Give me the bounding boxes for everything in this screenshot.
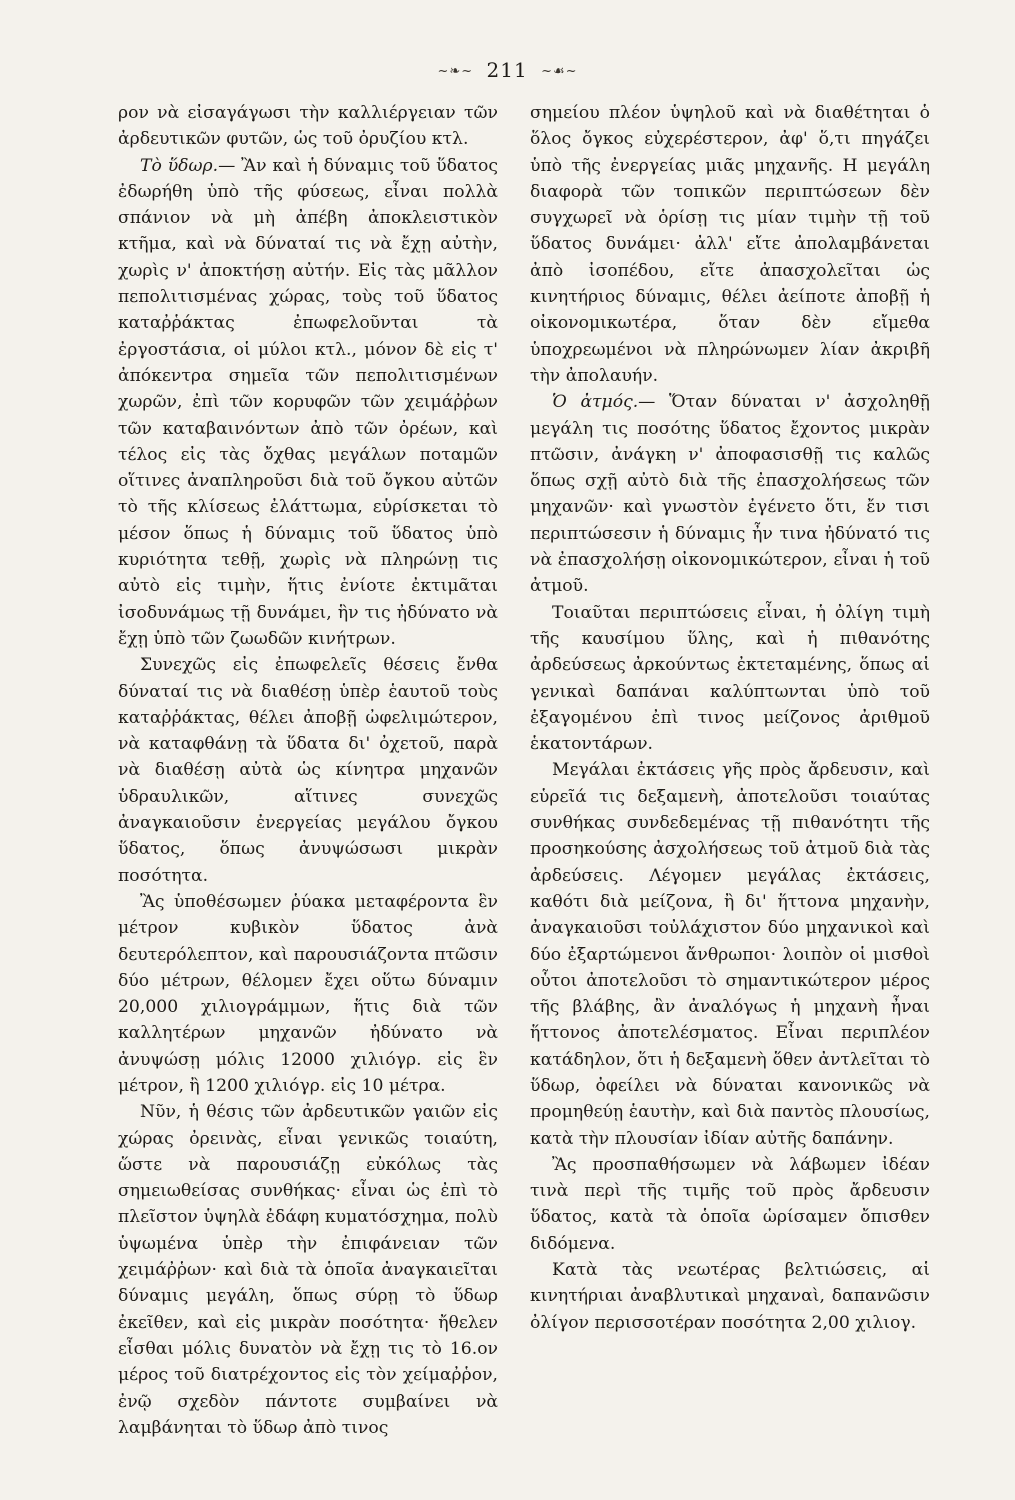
page-header (0, 58, 1015, 82)
ornament-left: ~❧~ (437, 64, 474, 79)
paragraph (530, 100, 930, 389)
ornament-right: ~☙~ (541, 64, 578, 79)
paragraph-text: — Ἂν καὶ ἡ δύναμις τοῦ ὕδατος ἐδωρήθη ὑπὸ τῆς φύσεως, εἶναι πολλὰ σπάνιον νὰ μὴ ἀπέβη ἀποκλειστικὸν κτῆμα, καὶ νὰ δύναταί τις νὰ ἔχῃ αὐτὴν, χωρὶς ν' ἀποκτήσῃ αὐτήν. Εἰς τὰς μᾶλλον πεπολιτισμένας χώρας, τοὺς τοῦ ὕδατος καταῤῥάκτας ἐπωφελοῦνται τὰ ἐργοστάσια, οἱ μύλοι κτλ., μόνον δὲ εἰς τ' ἀπόκεντρα σημεῖα τῶν πεπολιτισμένων χωρῶν, ἐπὶ τῶν κορυφῶν τῶν χειμάῤῥων τῶν καταβαινόντων ἀπὸ τῶν ὀρέων, καὶ τέλος εἰς τὰς ὄχθας μεγάλων ποταμῶν οἵτινες ἀναπληροῦσι διὰ τοῦ ὄγκου αὐτῶν τὸ τῆς κλίσεως ἐλάττωμα, εὑρίσκεται τὸ μέσον ὅπως ἡ δύναμις τοῦ ὕδατος ὑπὸ κυριότητα τεθῇ, χωρὶς νὰ πληρώνῃ τις αὐτὸ εἰς τιμὴν, ἥτις ἐνίοτε ἐκτιμᾶται ἰσοδυνάμως τῇ δυνάμει, ἣν τις ἠδύνατο νὰ ἔχῃ ὑπὸ τῶν ζωωδῶν κινήτρων. (118, 155, 498, 649)
paragraph-text: Νῦν, ἡ θέσις τῶν ἀρδευτικῶν γαιῶν εἰς χώρας ὀρεινὰς, εἶναι γενικῶς τοιαύτη, ὥστε νὰ παρουσιάζῃ εὐκόλως τὰς σημειωθείσας συνθήκας· εἶναι ὡς ἐπὶ τὸ πλεῖστον ὑψηλὰ ἐδάφη κυματόσχημα, πολὺ ὑψωμένα ὑπὲρ τὴν ἐπιφάνειαν τῶν χειμάῤῥων· καὶ διὰ τὰ ὁποῖα ἀναγκαιεῖται δύναμις μεγάλη, ὅπως σύρῃ τὸ ὕδωρ ἐκεῖθεν, καὶ εἰς μικρὰν ποσότητα· ἤθελεν εἶσθαι μόλις δυνατὸν νὰ ἔχῃ τις τὸ 16.ον μέρος τοῦ διατρέχοντος εἰς τὸν χείμαῤῥον, ἐνῷ σχεδὸν πάντοτε συμβαίνει νὰ λαμβάνηται τὸ ὕδωρ ἀπὸ τινος (118, 1102, 498, 1438)
paragraph (118, 1099, 498, 1441)
paragraph-text: Τοιαῦται περιπτώσεις εἶναι, ἡ ὀλίγη τιμὴ τῆς καυσίμου ὕλης, καὶ ἡ πιθανότης ἀρδεύσεως ἀρκούντως ἐκτεταμένης, ὅπως αἱ γενικαὶ δαπάναι καλύπτωνται ὑπὸ τοῦ ἐξαγομένου ἐπὶ τινος μείζονος ἀριθμοῦ ἑκατοντάρων. (530, 602, 930, 755)
paragraph (530, 1152, 930, 1257)
paragraph-text: Ἂς ὑποθέσωμεν ῥύακα μεταφέροντα ἓν μέτρον κυβικὸν ὕδατος ἀνὰ δευτερόλεπτον, καὶ παρουσιάζοντα πτῶσιν δύο μέτρων, θέλομεν ἔχει οὕτω δύναμιν 20,000 χιλιογράμμων, ἥτις διὰ τῶν καλλητέρων μηχανῶν ἠδύνατο νὰ ἀνυψώσῃ μόλις 12000 χιλιόγρ. εἰς ἓν μέτρον, ἢ 1200 χιλιόγρ. εἰς 10 μέτρα. (118, 891, 498, 1096)
paragraph (530, 757, 930, 1151)
paragraph (118, 652, 498, 889)
paragraph-text: Συνεχῶς εἰς ἐπωφελεῖς θέσεις ἔνθα δύναταί τις νὰ διαθέσῃ ὑπὲρ ἑαυτοῦ τοὺς καταῤῥάκτας, θέλει ἀποβῇ ὠφελιμώτερον, νὰ καταφθάνῃ τὰ ὕδατα δι' ὀχετοῦ, παρὰ νὰ διαθέσῃ αὐτὰ ὡς κίνητρα μηχανῶν ὑδραυλικῶν, αἵτινες συνεχῶς ἀναγκαιοῦσιν ἐνεργείας μεγάλου ὄγκου ὕδατος, ὅπως ἀνυψώσωσι μικρὰν ποσότητα. (118, 655, 498, 886)
paragraph-text: Ἂς προσπαθήσωμεν νὰ λάβωμεν ἰδέαν τινὰ περὶ τῆς τιμῆς τοῦ πρὸς ἄρδευσιν ὕδατος, κατὰ τὰ ὁποῖα ὡρίσαμεν ὄπισθεν διδόμενα. (530, 1154, 930, 1254)
right-column (530, 100, 930, 1336)
paragraph (530, 389, 930, 599)
paragraph (118, 153, 498, 653)
paragraph-text: — Ὅταν δύναται ν' ἀσχοληθῇ μεγάλη τις ποσότης ὕδατος ἔχοντος μικρὰν πτῶσιν, ἀνάγκη ν' ἀποφασισθῇ τις καλῶς ὅπως σχῇ αὐτὸ διὰ τῆς ἐπασχολήσεως τῶν μηχανῶν· καὶ γνωστὸν ἐγένετο ὅτι, ἔν τισι περιπτώσεσιν ἡ δύναμις ἦν τινα ἠδύνατό τις νὰ ἐπασχολήσῃ οἰκονομικώτερον, εἶναι ἡ τοῦ ἀτμοῦ. (530, 392, 930, 597)
section-heading: Ὁ ἀτμός. (552, 392, 639, 413)
paragraph-text: Μεγάλαι ἐκτάσεις γῆς πρὸς ἄρδευσιν, καὶ εὑρεῖά τις δεξαμενὴ, ἀποτελοῦσι τοιαύτας συνθήκας συνδεδεμένας τῇ πιθανότητι τῆς προσηκούσης ἀσχολήσεως τοῦ ἀτμοῦ διὰ τὰς ἀρδεύσεις. Λέγομεν μεγάλας ἐκτάσεις, καθότι διὰ μείζονα, ἢ δι' ἥττονα μηχανὴν, ἀναγκαιοῦσι τοὐλάχιστον δύο μηχανικοὶ καὶ δύο ἐξαρτώμενοι ἄνθρωποι· λοιπὸν οἱ μισθοὶ οὗτοι ἀποτελοῦσι τὸ σημαντικώτερον μέρος τῆς βλάβης, ἂν ἀναλόγως ἡ μηχανὴ ἦναι ἥττονος ἀποτελέσματος. Εἶναι περιπλέον κατάδηλον, ὅτι ἡ δεξαμενὴ ὅθεν ἀντλεῖται τὸ ὕδωρ, ὀφείλει νὰ δύναται κανονικῶς νὰ προμηθεύῃ ἑαυτὴν, καὶ διὰ παντὸς πλουσίως, κατὰ τὴν πλουσίαν ἰδίαν αὐτῆς δαπάνην. (530, 760, 930, 1149)
paragraph-text: Κατὰ τὰς νεωτέρας βελτιώσεις, αἱ κινητήριαι ἀναβλυτικαὶ μηχαναὶ, δαπανῶσιν ὀλίγον περισσοτέραν ποσότητα 2,00 χιλιογ. (530, 1260, 930, 1333)
section-heading: Τὸ ὕδωρ. (140, 155, 219, 176)
paragraph (118, 100, 498, 153)
paragraph (530, 1257, 930, 1336)
paragraph (118, 889, 498, 1099)
paragraph-text: ρον νὰ εἰσαγάγωσι τὴν καλλιέργειαν τῶν ἀρδευτικῶν φυτῶν, ὡς τοῦ ὀρυζίου κτλ. (118, 103, 498, 150)
page-number: 211 (486, 58, 528, 82)
left-column (118, 100, 498, 1441)
paragraph (530, 600, 930, 758)
paragraph-text: σημείου πλέον ὑψηλοῦ καὶ νὰ διαθέτηται ὁ ὅλος ὄγκος εὐχερέστερον, ἀφ' ὅ,τι πηγάζει ὑπὸ τῆς ἐνεργείας μιᾶς μηχανῆς. Η μεγάλη διαφορὰ τῶν τοπικῶν περιπτώσεων δὲν συγχωρεῖ νὰ ὁρίσῃ τις μίαν τιμὴν τῇ τοῦ ὕδατος δυνάμει· ἀλλ' εἴτε ἀπολαμβάνεται ἀπὸ ἰσοπέδου, εἴτε ἀπασχολεῖται ὡς κινητήριος δύναμις, θέλει ἀείποτε ἀποβῇ ἡ οἰκονομικωτέρα, ὅταν δὲν εἴμεθα ὑποχρεωμένοι νὰ πληρώνωμεν λίαν ἀκριβῆ τὴν ἀπολαυήν. (530, 103, 930, 386)
